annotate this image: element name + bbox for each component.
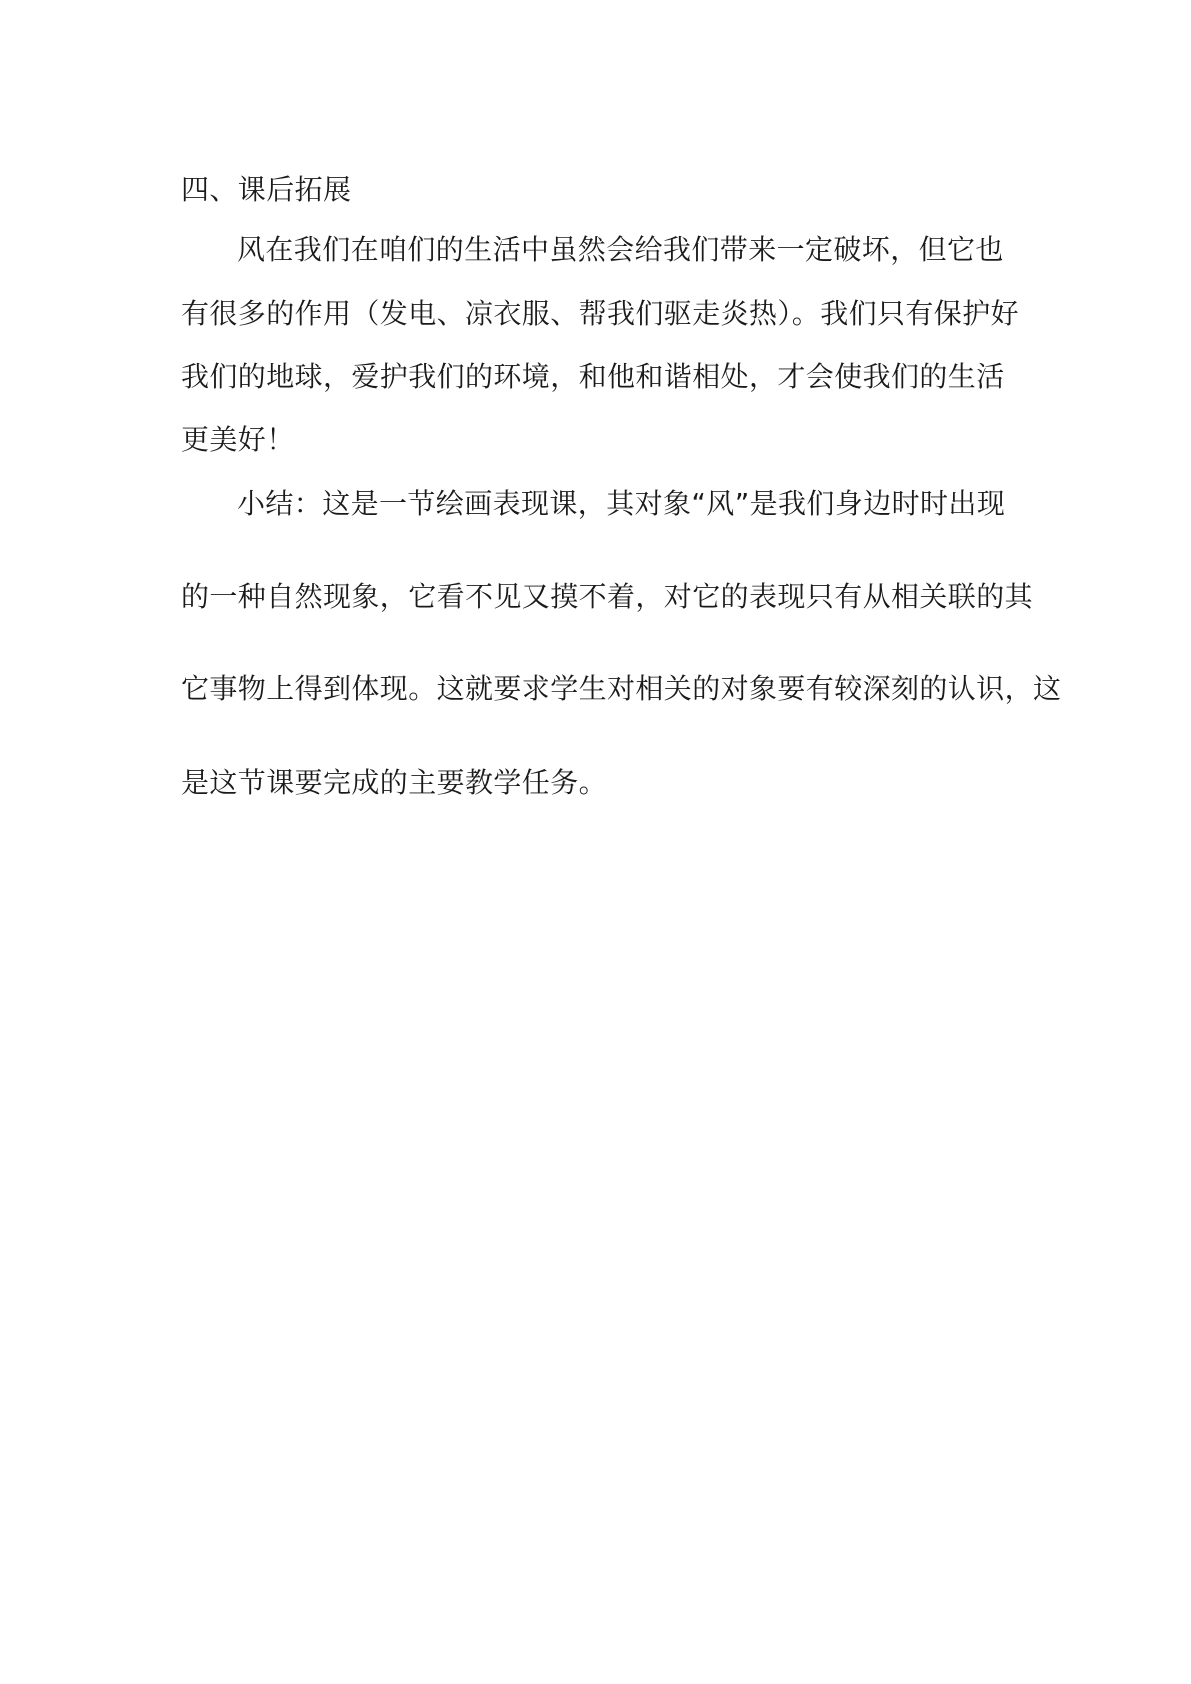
paragraph1-line2: 有很多的作用（发电、凉衣服、帮我们驱走炎热）。我们只有保护好 xyxy=(181,297,1020,330)
summary-line1: 小结：这是一节绘画表现课，其对象“风”是我们身边时时出现 xyxy=(237,487,1006,520)
section-heading: 四、课后拓展 xyxy=(181,173,352,206)
paragraph1-line4: 更美好！ xyxy=(181,423,295,456)
paragraph1-line3: 我们的地球，爱护我们的环境，和他和谐相处，才会使我们的生活 xyxy=(181,360,1005,393)
paragraph1-line1: 风在我们在咱们的生活中虽然会给我们带来一定破坏，但它也 xyxy=(237,233,1004,266)
summary-line2: 的一种自然现象，它看不见又摸不着，对它的表现只有从相关联的其 xyxy=(181,580,1034,613)
summary-line3: 它事物上得到体现。这就要求学生对相关的对象要有较深刻的认识，这 xyxy=(181,672,1062,705)
summary-line4: 是这节课要完成的主要教学任务。 xyxy=(181,766,608,799)
